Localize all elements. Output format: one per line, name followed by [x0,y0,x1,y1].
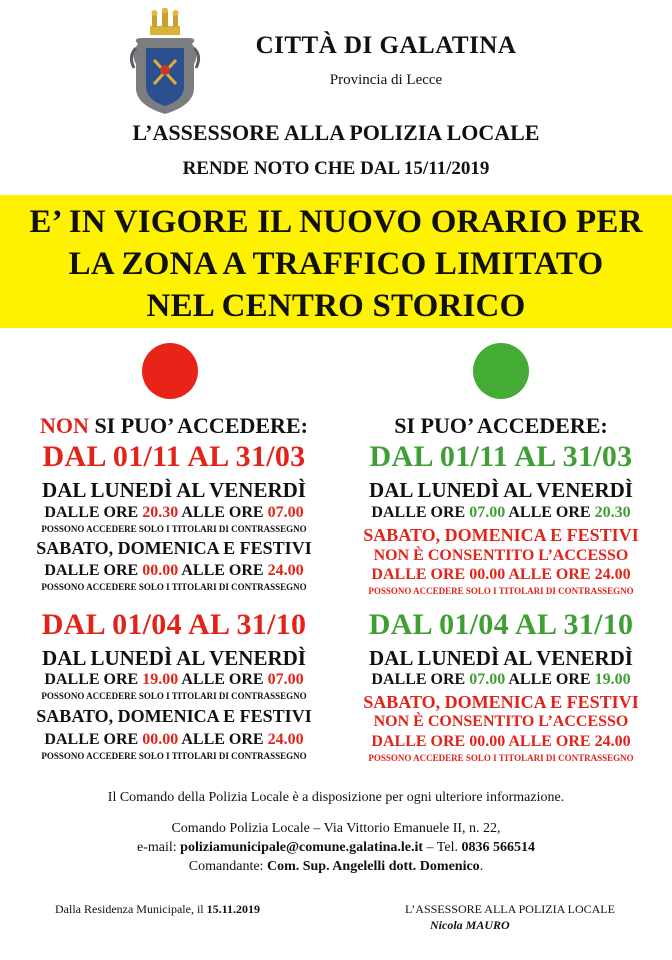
phone-number: 0836 566514 [461,840,535,855]
winter-no-access: NON È CONSENTITO L’ACCESSO [373,547,629,564]
banner-line-1: E’ IN VIGORE IL NUOVO ORARIO PER [29,204,643,240]
contact-line: e-mail: poliziamunicipale@comune.galatina.le.it – Tel. 0836 566514 [137,840,535,855]
winter-weekend-hours: DALLE ORE 00.00 ALLE ORE 24.00 [371,566,631,583]
permit-note: POSSONO ACCEDERE SOLO I TITOLARI DI CONTRASSEGNO [368,586,634,596]
commander-line: Comandante: Com. Sup. Angelelli dott. Domenico. [188,859,484,874]
winter-period: DAL 01/11 AL 31/03 [369,440,633,473]
summer-no-access: NON È CONSENTITO L’ACCESSO [373,713,629,730]
signoff-role: L’ASSESSORE ALLA POLIZIA LOCALE [405,902,615,916]
winter-weekend-hours: DALLE ORE 00.00 ALLE ORE 24.00 [44,562,304,579]
assessor-title: L’ASSESSORE ALLA POLIZIA LOCALE [132,120,540,145]
address-line: Comando Polizia Locale – Via Vittorio Emanuele II, n. 22, [171,821,501,836]
banner-line-3: NEL CENTRO STORICO [146,288,526,324]
email-link[interactable]: poliziamunicipale@comune.galatina.le.it [180,840,424,855]
city-name: CITTÀ DI GALATINA [255,32,517,59]
summer-weekend: SABATO, DOMENICA E FESTIVI [36,706,312,726]
notice-line: RENDE NOTO CHE DAL 15/11/2019 [182,158,490,179]
winter-weekday-hours: DALLE ORE 20.30 ALLE ORE 07.00 [44,504,304,521]
winter-weekdays: DAL LUNEDÌ AL VENERDÌ [42,478,306,502]
permit-note: POSSONO ACCEDERE SOLO I TITOLARI DI CONTRASSEGNO [41,751,307,761]
summer-weekdays: DAL LUNEDÌ AL VENERDÌ [369,646,633,670]
winter-weekend: SABATO, DOMENICA E FESTIVI [36,538,312,558]
no-access-header: NON SI PUO’ ACCEDERE: [40,413,308,438]
permit-note: POSSONO ACCEDERE SOLO I TITOLARI DI CONTRASSEGNO [41,691,307,701]
summer-period: DAL 01/04 AL 31/10 [368,608,634,641]
access-header: SI PUO’ ACCEDERE: [394,413,608,438]
banner-line-2: LA ZONA A TRAFFICO LIMITATO [68,246,604,282]
winter-weekdays: DAL LUNEDÌ AL VENERDÌ [369,478,633,502]
summer-period: DAL 01/04 AL 31/10 [41,608,307,641]
summer-weekday-hours: DALLE ORE 07.00 ALLE ORE 19.00 [371,671,631,688]
province-label: Provincia di Lecce [329,72,443,88]
summer-weekend-hours: DALLE ORE 00.00 ALLE ORE 24.00 [44,731,304,748]
winter-weekday-hours: DALLE ORE 07.00 ALLE ORE 20.30 [371,504,631,521]
summer-weekday-hours: DALLE ORE 19.00 ALLE ORE 07.00 [44,671,304,688]
no-access-column [19,0,329,960]
permit-note: POSSONO ACCEDERE SOLO I TITOLARI DI CONTRASSEGNO [368,753,634,763]
summer-weekdays: DAL LUNEDÌ AL VENERDÌ [42,646,306,670]
summer-weekend: SABATO, DOMENICA E FESTIVI [363,692,639,712]
winter-weekend: SABATO, DOMENICA E FESTIVI [363,525,639,545]
winter-period: DAL 01/11 AL 31/03 [42,440,306,473]
info-line: Il Comando della Polizia Locale è a disposizione per ogni ulteriore informazione. [107,790,565,805]
signoff-place-date: Dalla Residenza Municipale, il 15.11.2019 [55,902,260,916]
signer-name: Nicola MAURO [430,918,510,932]
permit-note: POSSONO ACCEDERE SOLO I TITOLARI DI CONTRASSEGNO [41,582,307,592]
summer-weekend-hours: DALLE ORE 00.00 ALLE ORE 24.00 [371,733,631,750]
access-column [346,0,656,960]
permit-note: POSSONO ACCEDERE SOLO I TITOLARI DI CONTRASSEGNO [41,524,307,534]
